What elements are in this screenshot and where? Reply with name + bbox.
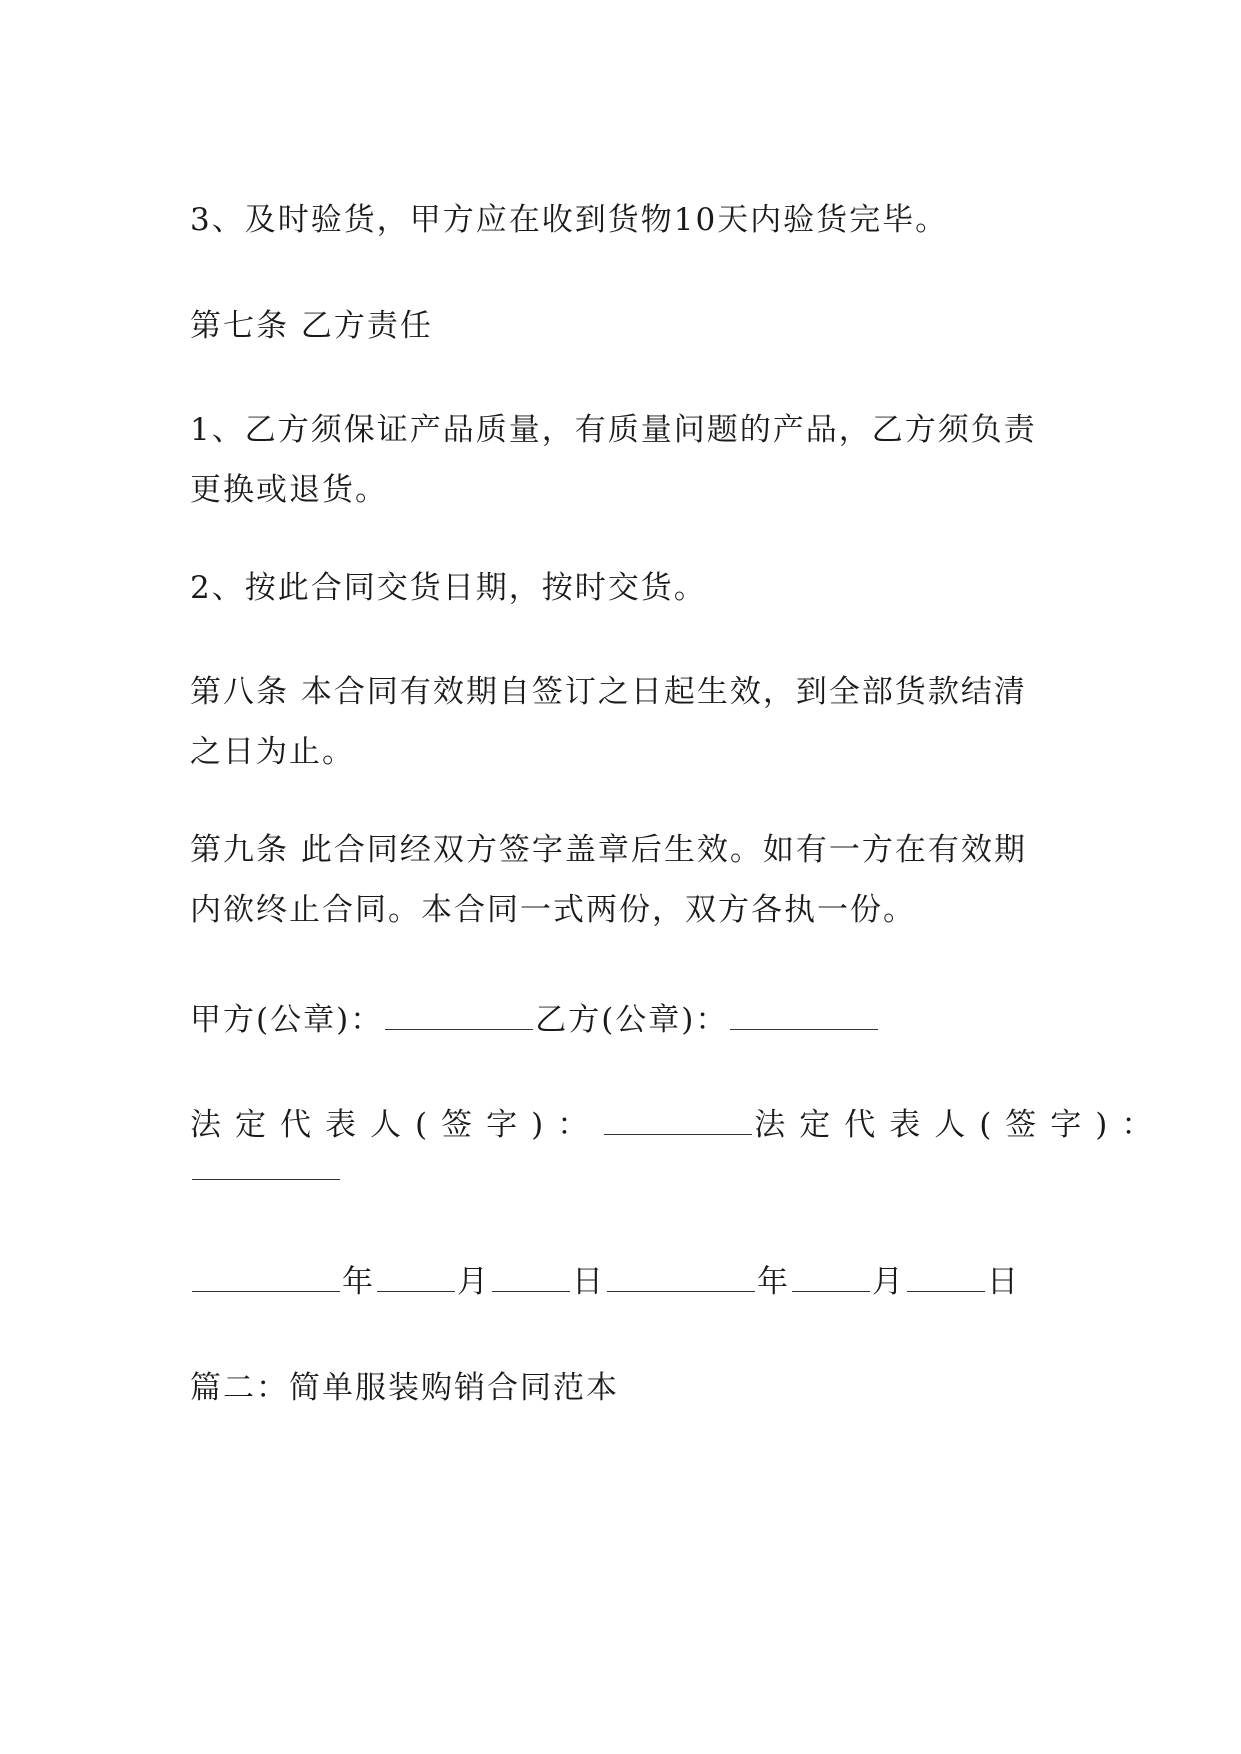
day-label-b: 日 — [987, 1264, 1020, 1300]
party-b-year-blank[interactable] — [607, 1265, 755, 1292]
seal-signature-line — [190, 1000, 880, 1040]
party-b-representative-label: 法定代表人(签字)： — [754, 1107, 1167, 1143]
article-nine-paragraph: 第九条 此合同经双方签字盖章后生效。如有一方在有效期内欲终止合同。本合同一式两份，双方各执一份。 — [190, 832, 1027, 928]
clause-quality-paragraph: 1、乙方须保证产品质量，有质量问题的产品，乙方须负责更换或退货。 — [190, 412, 1037, 508]
party-b-seal-blank[interactable] — [730, 1003, 878, 1030]
party-a-seal-label: 甲方(公章)： — [190, 1002, 384, 1038]
month-label-a: 月 — [457, 1264, 490, 1300]
next-section-title: 篇二：简单服装购销合同范本 — [190, 1370, 619, 1406]
month-label-b: 月 — [872, 1264, 905, 1300]
article-eight-paragraph: 第八条 本合同有效期自签订之日起生效，到全部货款结清之日为止。 — [190, 674, 1027, 770]
date-line — [190, 1262, 1020, 1302]
year-label-a: 年 — [342, 1264, 375, 1300]
day-label-a: 日 — [572, 1264, 605, 1300]
representative-signature-line-wrap — [190, 1150, 342, 1190]
party-a-seal-blank[interactable] — [385, 1003, 533, 1030]
party-a-representative-blank[interactable] — [604, 1108, 752, 1135]
party-b-day-blank[interactable] — [907, 1265, 985, 1292]
party-a-representative-label: 法定代表人(签字)： — [190, 1107, 603, 1143]
party-a-day-blank[interactable] — [492, 1265, 570, 1292]
year-label-b: 年 — [757, 1264, 790, 1300]
party-b-representative-blank[interactable] — [192, 1153, 340, 1180]
representative-signature-line — [190, 1105, 1166, 1145]
party-a-year-blank[interactable] — [192, 1265, 340, 1292]
party-a-month-blank[interactable] — [377, 1265, 455, 1292]
party-b-month-blank[interactable] — [792, 1265, 870, 1292]
party-b-seal-label: 乙方(公章)： — [535, 1002, 729, 1038]
clause-delivery-paragraph: 2、按此合同交货日期，按时交货。 — [190, 570, 707, 606]
clause-inspection-paragraph: 3、及时验货，甲方应在收到货物10天内验货完毕。 — [190, 202, 949, 238]
article-seven-heading: 第七条 乙方责任 — [190, 308, 433, 344]
